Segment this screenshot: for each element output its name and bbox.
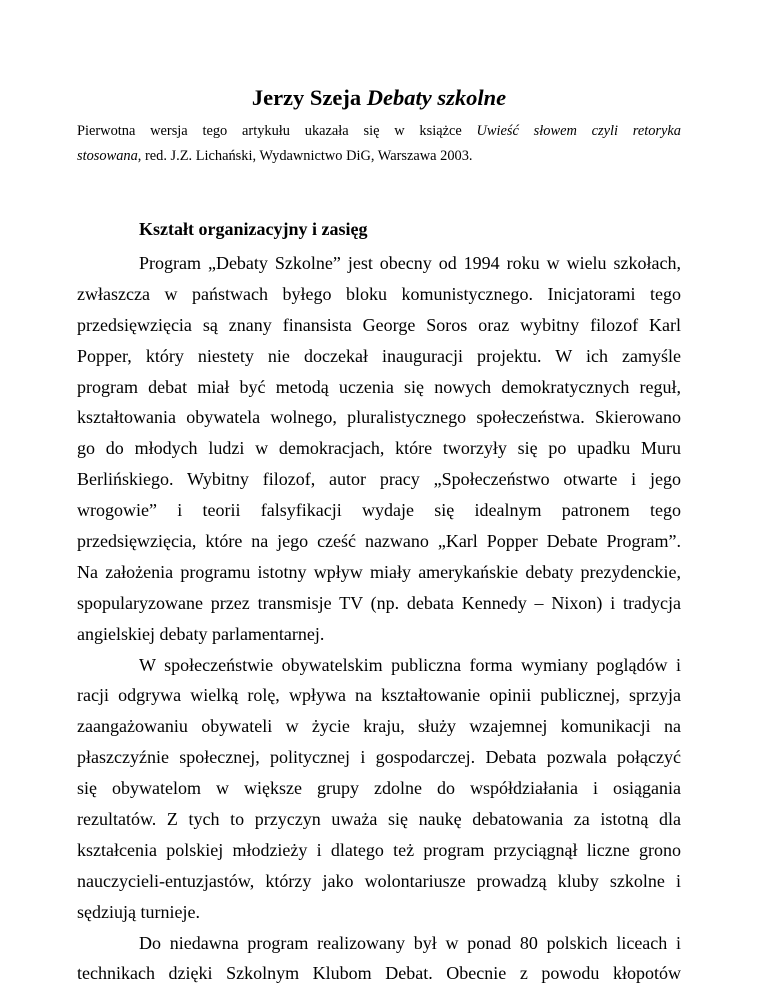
- publication-note: [77, 119, 681, 169]
- body-text: [77, 248, 681, 989]
- paragraph-line: racji odgrywa wielką rolę, wpływa na kształtowanie opinii publicznej, sprzyja: [77, 685, 681, 706]
- paragraph-line: sędziują turnieje.: [77, 901, 200, 922]
- note-line1-italic: Uwieść słowem czyli retoryka: [476, 123, 681, 139]
- paragraph-line: kształcenia polskiej młodzieży i dlatego też program przyciągnął liczne grono: [77, 839, 681, 860]
- paragraph-line: Program „Debaty Szkolne” jest obecny od 1994 roku w wielu szkołach,: [139, 253, 681, 273]
- section-heading: Kształt organizacyjny i zasięg: [139, 219, 368, 239]
- paragraph-line: zwłaszcza w państwach byłego bloku komunistycznego. Inicjatorami tego: [77, 283, 681, 304]
- paragraph-line: technikach dzięki Szkolnym Klubom Debat. Obecnie z powodu kłopotów: [77, 963, 681, 984]
- paragraph-line: W społeczeństwie obywatelskim publiczna forma wymiany poglądów i: [139, 654, 681, 675]
- paragraph-line: kształtowania obywatela wolnego, pluralistycznego społeczeństwa. Skierowano: [77, 407, 681, 428]
- note-line2-italic: stosowana: [77, 148, 138, 164]
- paragraph-line: nauczycieli-entuzjastów, którzy jako wolontariusze prowadzą kluby szkolne i: [77, 870, 681, 891]
- paragraph-line: wrogowie” i teorii falsyfikacji wydaje się idealnym patronem tego: [77, 500, 681, 521]
- page-title: [77, 84, 681, 112]
- paragraph-line: rezultatów. Z tych to przyczyn uważa się naukę debatowania za istotną dla: [77, 809, 681, 830]
- note-line1-pre: Pierwotna wersja tego artykułu ukazała się w książce: [77, 123, 462, 139]
- paragraph-line: go do młodych ludzi w demokracjach, które tworzyły się po upadku Muru: [77, 438, 681, 459]
- paragraph-line: spopularyzowane przez transmisje TV (np. debata Kennedy – Nixon) i tradycja: [77, 592, 681, 613]
- paragraph-line: Berlińskiego. Wybitny filozof, autor pracy „Społeczeństwo otwarte i jego: [77, 469, 681, 490]
- paragraph-line: zaangażowaniu obywateli w życie kraju, służy wzajemnej komunikacji na: [77, 716, 681, 737]
- note-line-1: [77, 119, 681, 144]
- paragraph-line: płaszczyźnie społecznej, politycznej i gospodarczej. Debata pozwala połączyć: [77, 747, 681, 768]
- title-work: Debaty szkolne: [366, 85, 507, 110]
- paragraph-line: Na założenia programu istotny wpływ miały amerykańskie debaty prezydenckie,: [77, 561, 681, 582]
- paragraph-line: się obywatelom w większe grupy zdolne do współdziałania i osiągania: [77, 778, 681, 799]
- paragraph-line: Popper, który niestety nie doczekał inauguracji projektu. W ich zamyśle: [77, 345, 681, 366]
- paragraph-line: przedsięwzięcia, które na jego cześć nazwano „Karl Popper Debate Program”.: [77, 531, 681, 552]
- paragraph-line: Do niedawna program realizowany był w ponad 80 polskich liceach i: [139, 932, 681, 953]
- note-line-2: [77, 144, 681, 169]
- paragraph-line: przedsięwzięcia są znany finansista George Soros oraz wybitny filozof Karl: [77, 314, 681, 335]
- title-author: Jerzy Szeja: [251, 85, 362, 110]
- paragraph-line: program debat miał być metodą uczenia się nowych demokratycznych reguł,: [77, 376, 681, 397]
- note-line2-rest: , red. J.Z. Lichański, Wydawnictwo DiG, Warszawa 2003.: [137, 148, 473, 164]
- paragraph-line: angielskiej debaty parlamentarnej.: [77, 623, 325, 644]
